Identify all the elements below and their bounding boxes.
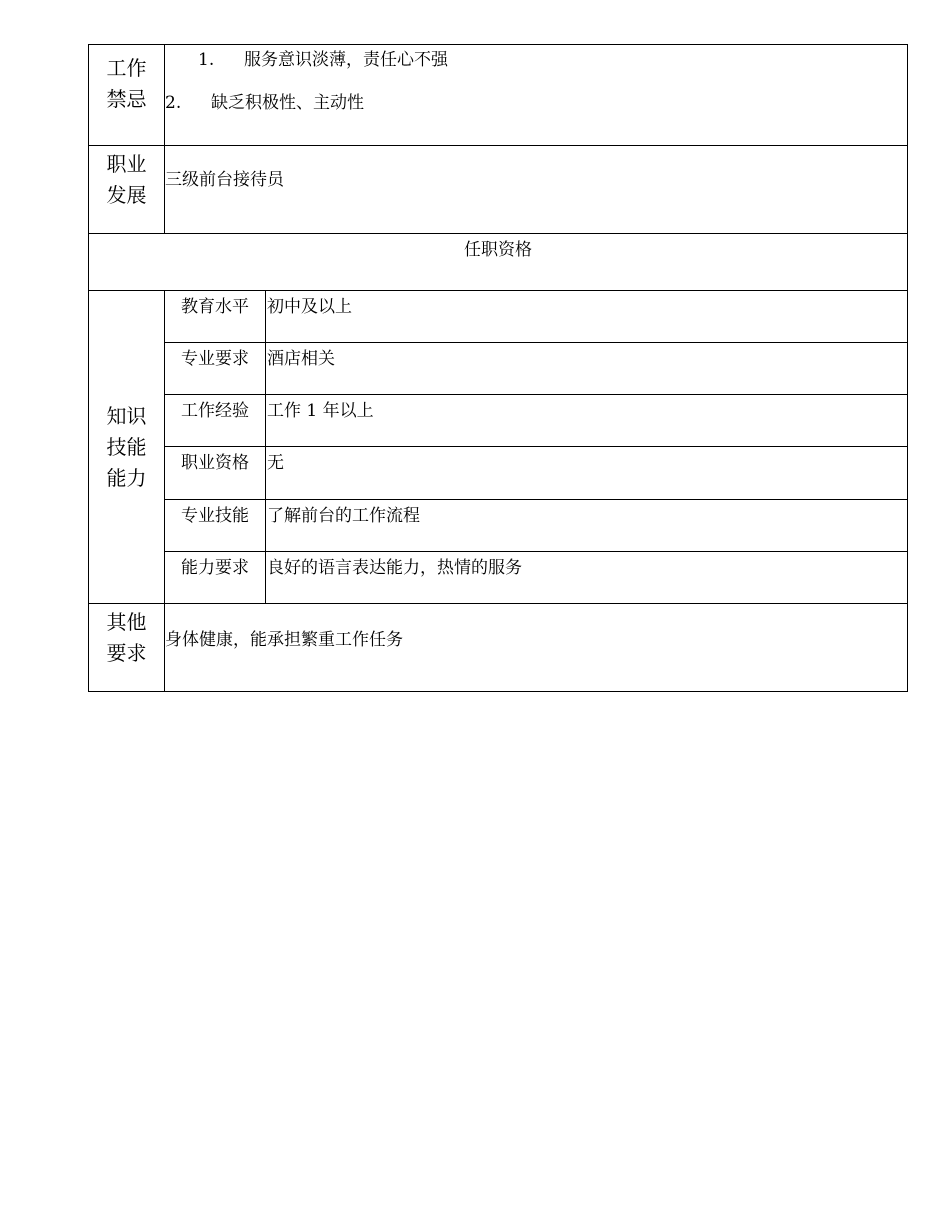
prohibition-item-2 [165,91,907,116]
knowledge-row-abilities [89,552,908,604]
qualifications-title-row [89,234,908,291]
career-development-label-cell [89,146,165,234]
knowledge-row-certification [89,447,908,500]
knowledge-row-education [89,291,908,343]
career-development-label: 职业发展 [106,152,147,207]
abilities-label: 能力要求 [165,552,266,604]
prohibition-item-2-number: 2. [165,92,182,113]
other-requirements-label: 其他要求 [106,610,147,665]
other-requirements-label-cell [89,604,165,692]
major-value: 酒店相关 [266,343,908,395]
knowledge-row-skills [89,500,908,552]
other-requirements-row [89,604,908,692]
skills-value: 了解前台的工作流程 [266,500,908,552]
knowledge-skills-label-cell [89,291,165,604]
prohibition-item-2-text: 缺乏积极性、主动性 [211,92,364,113]
certification-value: 无 [266,447,908,500]
knowledge-row-experience [89,395,908,447]
work-prohibitions-row [89,45,908,146]
major-label: 专业要求 [165,343,266,395]
skills-label: 专业技能 [165,500,266,552]
experience-label: 工作经验 [165,395,266,447]
experience-value: 工作 1 年以上 [266,395,908,447]
prohibition-item-1-number: 1. [198,50,215,70]
abilities-value: 良好的语言表达能力，热情的服务 [266,552,908,604]
other-requirements-value: 身体健康，能承担繁重工作任务 [165,604,908,692]
qualifications-title: 任职资格 [89,234,908,291]
job-description-table [88,44,908,692]
career-development-value: 三级前台接待员 [165,146,908,234]
work-prohibitions-list [165,45,908,146]
work-prohibitions-label: 工作禁忌 [106,56,147,111]
prohibition-item-1 [165,48,907,73]
certification-label: 职业资格 [165,447,266,500]
education-value: 初中及以上 [266,291,908,343]
work-prohibitions-label-cell [89,45,165,146]
prohibition-item-1-text: 服务意识淡薄，责任心不强 [244,50,448,70]
knowledge-row-major [89,343,908,395]
knowledge-skills-label: 知识技能能力 [106,403,147,490]
education-label: 教育水平 [165,291,266,343]
career-development-row [89,146,908,234]
